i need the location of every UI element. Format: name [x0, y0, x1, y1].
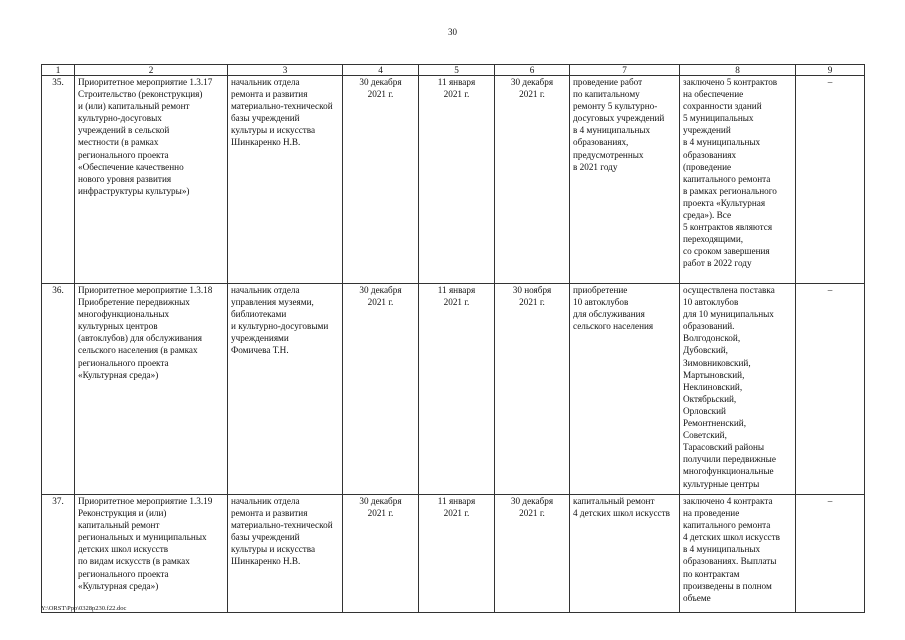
responsible-cell: [228, 284, 343, 495]
cell-line: многофункциональных: [78, 309, 170, 320]
cell-line: 2021 г.: [519, 89, 545, 100]
table-row: [42, 76, 865, 284]
cell-line: регионального проекта: [78, 568, 169, 579]
cell-line: Советский,: [683, 430, 727, 441]
cell-line: 30 декабря: [510, 77, 554, 87]
date-fact-cell: [419, 495, 495, 613]
cell-line: Дубовский,: [683, 345, 728, 356]
cell-line: ремонту 5 культурно-: [573, 101, 658, 112]
actual-result-cell: [680, 495, 796, 613]
cell-line: Шинкаренко Н.В.: [231, 556, 301, 567]
measure-cell: [75, 495, 228, 613]
cell-line: капитального ремонта: [683, 520, 771, 531]
cell-line: 4 детских школ искусств: [573, 508, 670, 519]
cell-line: 4 детских школ искусств: [683, 532, 780, 543]
cell-line: 2021 г.: [367, 89, 394, 100]
cell-line: для 10 муниципальных: [683, 309, 774, 320]
planned-result-cell: [570, 284, 680, 495]
cell-line: базы учреждений: [231, 532, 300, 543]
cell-line: начальник отдела: [231, 285, 300, 295]
cell-line: Приобретение передвижных: [78, 297, 190, 308]
cell-line: предусмотренных: [573, 149, 644, 160]
column-header: 9: [796, 65, 865, 76]
responsible-cell: [228, 76, 343, 284]
table-row: [42, 495, 865, 613]
cell-line: 30 декабря: [359, 285, 402, 295]
cell-line: Октябрьский,: [683, 393, 737, 404]
cell-line: сохранности зданий: [683, 101, 762, 112]
actual-result-cell: [680, 76, 796, 284]
cell-line: 30 декабря: [359, 496, 402, 506]
page-number: 30: [448, 27, 457, 37]
cell-line: и (или) капитальный ремонт: [78, 101, 190, 112]
cell-line: заключено 5 контрактов: [683, 77, 778, 87]
date-plan-cell: [343, 76, 419, 284]
cell-line: культурно-досуговых: [78, 113, 162, 124]
cell-line: приобретение: [573, 285, 628, 295]
cell-line: со сроком завершения: [683, 246, 770, 257]
cell-line: Ремонтненский,: [683, 418, 746, 429]
date-end-cell: [495, 76, 570, 284]
cell-line: нового уровня развития: [78, 173, 172, 184]
cell-line: 30 декабря: [510, 496, 554, 506]
row-number: 35.: [42, 76, 75, 284]
cell-line: учреждениями: [231, 333, 289, 344]
report-table: [41, 64, 865, 613]
cell-line: материально-технической: [231, 520, 333, 531]
cell-line: инфраструктуры культуры»): [78, 185, 190, 196]
row-number: 37.: [42, 495, 75, 613]
cell-line: Волгодонской,: [683, 333, 741, 344]
date-end-cell: [495, 495, 570, 613]
cell-line: 2021 г.: [519, 508, 545, 519]
cell-line: регионального проекта: [78, 149, 169, 160]
cell-line: сельского населения: [573, 321, 654, 332]
cell-line: 30 декабря: [359, 77, 402, 87]
cell-line: по контрактам: [683, 568, 740, 579]
cell-line: образований.: [683, 321, 735, 332]
cell-line: заключено 4 контракта: [683, 496, 773, 506]
measure-cell: [75, 76, 228, 284]
cell-line: Фомичева Т.Н.: [231, 345, 289, 356]
cell-line: в 2021 году: [573, 161, 618, 172]
cell-line: местности (в рамках: [78, 137, 159, 148]
cell-line: объеме: [683, 592, 711, 603]
column-header: 3: [228, 65, 343, 76]
cell-line: (проведение: [683, 161, 732, 172]
cell-line: Строительство (реконструкция): [78, 89, 203, 100]
cell-line: образованиях. Выплаты: [683, 556, 777, 567]
cell-line: досуговых учреждений: [573, 113, 665, 124]
cell-line: библиотеками: [231, 309, 287, 320]
date-plan-cell: [343, 495, 419, 613]
cell-line: в рамках регионального: [683, 185, 777, 196]
cell-line: капитальный ремонт: [78, 520, 160, 531]
cell-line: проведение работ: [573, 77, 643, 87]
cell-line: проекта «Культурная: [683, 197, 766, 208]
cell-line: Тарасовский районы: [683, 442, 765, 453]
date-end-cell: [495, 284, 570, 495]
cell-line: начальник отдела: [231, 496, 300, 506]
cell-line: детских школ искусств: [78, 544, 169, 555]
cell-line: культурные центры: [683, 478, 760, 489]
cell-line: образованиях,: [573, 137, 629, 148]
cell-line: Шинкаренко Н.В.: [231, 137, 301, 148]
measure-cell: [75, 284, 228, 495]
cell-line: капитального ремонта: [683, 173, 771, 184]
cell-line: ремонта и развития: [231, 89, 308, 100]
cell-line: переходящими,: [683, 234, 744, 245]
cell-line: 11 января: [437, 285, 476, 295]
cell-line: Приоритетное мероприятие 1.3.17: [78, 77, 213, 87]
table-row: [42, 284, 865, 495]
cell-line: произведены в полном: [683, 580, 772, 591]
cell-line: среда»). Все: [683, 210, 732, 221]
cell-line: региональных и муниципальных: [78, 532, 207, 543]
column-header: 2: [75, 65, 228, 76]
cell-line: 5 муниципальных: [683, 113, 754, 124]
cell-line: культурных центров: [78, 321, 158, 332]
cell-line: по капитальному: [573, 89, 640, 100]
file-path-footer: Y:\ORST\Ppo\0328p230.f22.doc: [41, 605, 127, 612]
cell-line: 2021 г.: [443, 297, 470, 308]
note-cell: –: [796, 284, 865, 495]
cell-line: работ в 2022 году: [683, 258, 752, 269]
cell-line: материально-технической: [231, 101, 333, 112]
cell-line: 2021 г.: [443, 89, 470, 100]
cell-line: Зимовниковский,: [683, 357, 751, 368]
cell-line: культуры и искусства: [231, 125, 316, 136]
cell-line: Орловский: [683, 405, 726, 416]
note-cell: –: [796, 76, 865, 284]
cell-line: регионального проекта: [78, 357, 169, 368]
cell-line: для обслуживания: [573, 309, 645, 320]
cell-line: Реконструкция и (или): [78, 508, 167, 519]
cell-line: в 4 муниципальных: [683, 137, 761, 148]
cell-line: 2021 г.: [519, 297, 545, 308]
date-fact-cell: [419, 76, 495, 284]
planned-result-cell: [570, 495, 680, 613]
row-number: 36.: [42, 284, 75, 495]
column-header: 7: [570, 65, 680, 76]
cell-line: образованиях: [683, 149, 737, 160]
column-header: 1: [42, 65, 75, 76]
cell-line: Приоритетное мероприятие 1.3.18: [78, 285, 213, 295]
column-numbers-row: [42, 65, 865, 76]
cell-line: на проведение: [683, 508, 740, 519]
cell-line: учреждений: [683, 125, 731, 136]
cell-line: 2021 г.: [367, 508, 394, 519]
date-plan-cell: [343, 284, 419, 495]
cell-line: на обеспечение: [683, 89, 744, 100]
cell-line: (автоклубов) для обслуживания: [78, 333, 203, 344]
column-header: 8: [680, 65, 796, 76]
actual-result-cell: [680, 284, 796, 495]
cell-line: сельского населения (в рамках: [78, 345, 198, 356]
cell-line: Приоритетное мероприятие 1.3.19: [78, 496, 213, 506]
cell-line: «Культурная среда»): [78, 369, 159, 380]
responsible-cell: [228, 495, 343, 613]
cell-line: культуры и искусства: [231, 544, 316, 555]
cell-line: и культурно-досуговыми: [231, 321, 329, 332]
column-header: 5: [419, 65, 495, 76]
column-header: 6: [495, 65, 570, 76]
cell-line: в 4 муниципальных: [683, 544, 761, 555]
cell-line: Мартыновский,: [683, 369, 745, 380]
cell-line: в 4 муниципальных: [573, 125, 651, 136]
cell-line: 10 автоклубов: [683, 297, 739, 308]
cell-line: 5 контрактов являются: [683, 222, 773, 233]
cell-line: «Культурная среда»): [78, 580, 159, 591]
cell-line: капитальный ремонт: [573, 496, 655, 506]
note-cell: –: [796, 495, 865, 613]
cell-line: 2021 г.: [443, 508, 470, 519]
cell-line: осуществлена поставка: [683, 285, 775, 295]
cell-line: управления музеями,: [231, 297, 314, 308]
cell-line: получили передвижные: [683, 454, 776, 465]
cell-line: учреждений в сельской: [78, 125, 170, 136]
date-fact-cell: [419, 284, 495, 495]
cell-line: базы учреждений: [231, 113, 300, 124]
cell-line: Неклиновский,: [683, 381, 743, 392]
cell-line: многофункциональные: [683, 466, 774, 477]
planned-result-cell: [570, 76, 680, 284]
cell-line: начальник отдела: [231, 77, 300, 87]
column-header: 4: [343, 65, 419, 76]
cell-line: по видам искусств (в рамках: [78, 556, 190, 567]
cell-line: ремонта и развития: [231, 508, 308, 519]
cell-line: «Обеспечение качественно: [78, 161, 184, 172]
cell-line: 30 ноября: [512, 285, 552, 295]
cell-line: 10 автоклубов: [573, 297, 629, 308]
cell-line: 11 января: [437, 496, 476, 506]
cell-line: 11 января: [437, 77, 476, 87]
cell-line: 2021 г.: [367, 297, 394, 308]
